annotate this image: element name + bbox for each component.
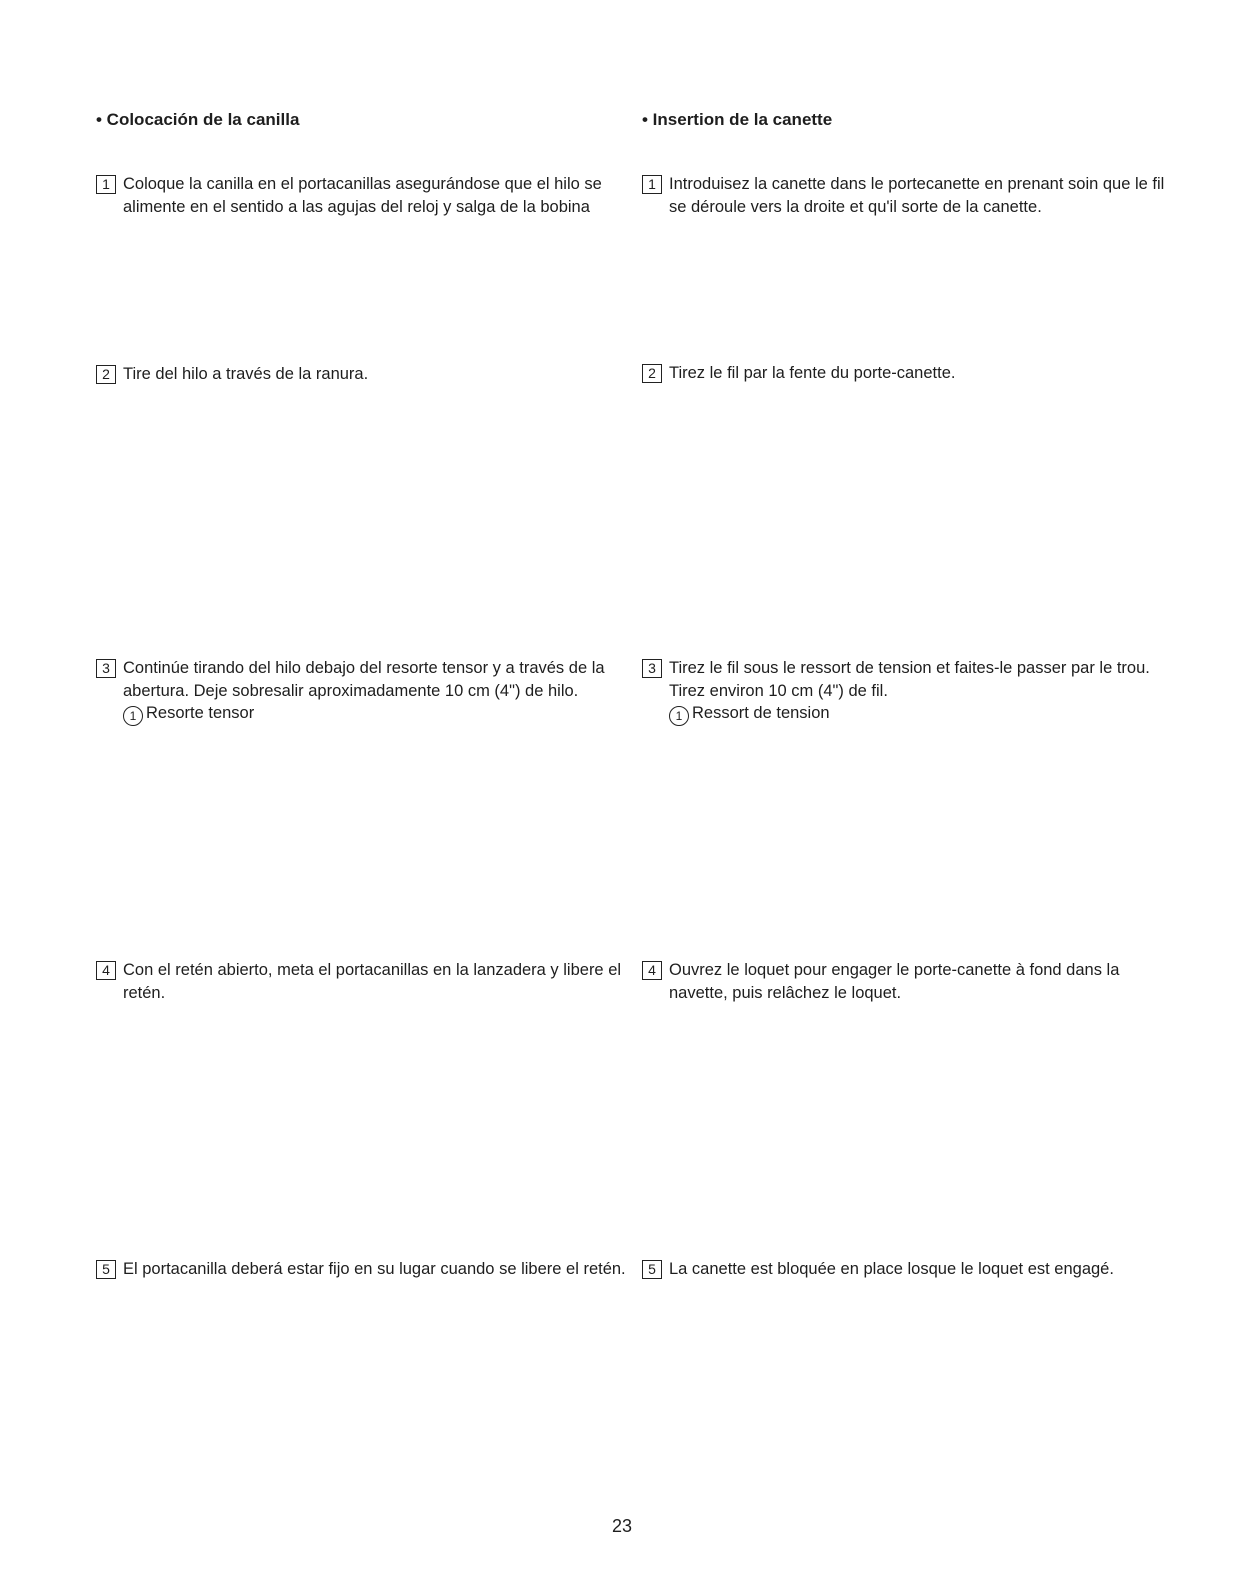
spanish-section-heading: • Colocación de la canilla: [96, 110, 300, 129]
french-step-1: [642, 173, 1172, 218]
step-text: Tire del hilo a través de la ranura.: [123, 365, 369, 383]
step-number-box: 3: [642, 659, 662, 678]
step-text: Ouvrez le loquet pour engager le porte-canette à fond dans la navette, puis relâchez le loquet.: [669, 961, 1120, 1002]
spanish-step-2: [96, 363, 626, 386]
spanish-step-5: [96, 1258, 626, 1281]
step-text: Introduisez la canette dans le portecanette en prenant soin que le fil se déroule vers la droite et qu'il sorte de la canette.: [669, 175, 1165, 216]
step-text: Tirez le fil par la fente du porte-canette.: [669, 364, 956, 382]
callout-number: 1: [123, 706, 143, 726]
spanish-column: [96, 0, 626, 1584]
callout-label: Resorte tensor: [146, 704, 255, 722]
step-number-box: 5: [642, 1260, 662, 1279]
step-number-box: 2: [96, 365, 116, 384]
callout-line: [669, 702, 1172, 726]
step-text: Tirez le fil sous le ressort de tension et faites-le passer par le trou. Tirez environ 10 cm (4") de fil.: [669, 659, 1150, 700]
callout-line: [123, 702, 626, 726]
step-number-box: 2: [642, 364, 662, 383]
spanish-step-3: [96, 657, 626, 726]
step-number-box: 5: [96, 1260, 116, 1279]
spanish-step-1: [96, 173, 626, 218]
step-number-box: 1: [96, 175, 116, 194]
callout-label: Ressort de tension: [692, 704, 830, 722]
step-text: Continúe tirando del hilo debajo del resorte tensor y a través de la abertura. Deje sobresalir aproximadamente 10 cm (4") de hilo.: [123, 659, 605, 700]
step-text: Con el retén abierto, meta el portacanillas en la lanzadera y libere el retén.: [123, 961, 622, 1002]
french-step-2: [642, 362, 1172, 385]
french-step-3: [642, 657, 1172, 726]
french-column: [642, 0, 1172, 1584]
page-number: 23: [611, 1516, 633, 1536]
french-step-5: [642, 1258, 1172, 1281]
spanish-step-4: [96, 959, 626, 1004]
step-text: La canette est bloquée en place losque le loquet est engagé.: [669, 1260, 1114, 1278]
french-section-heading: • Insertion de la canette: [642, 110, 833, 129]
callout-number: 1: [669, 706, 689, 726]
french-step-4: [642, 959, 1172, 1004]
step-number-box: 4: [642, 961, 662, 980]
step-number-box: 1: [642, 175, 662, 194]
step-text: Coloque la canilla en el portacanillas asegurándose que el hilo se alimente en el sentido a las agujas del reloj y salga de la bobina: [123, 175, 602, 216]
step-number-box: 4: [96, 961, 116, 980]
step-number-box: 3: [96, 659, 116, 678]
step-text: El portacanilla deberá estar fijo en su lugar cuando se libere el retén.: [123, 1260, 626, 1278]
